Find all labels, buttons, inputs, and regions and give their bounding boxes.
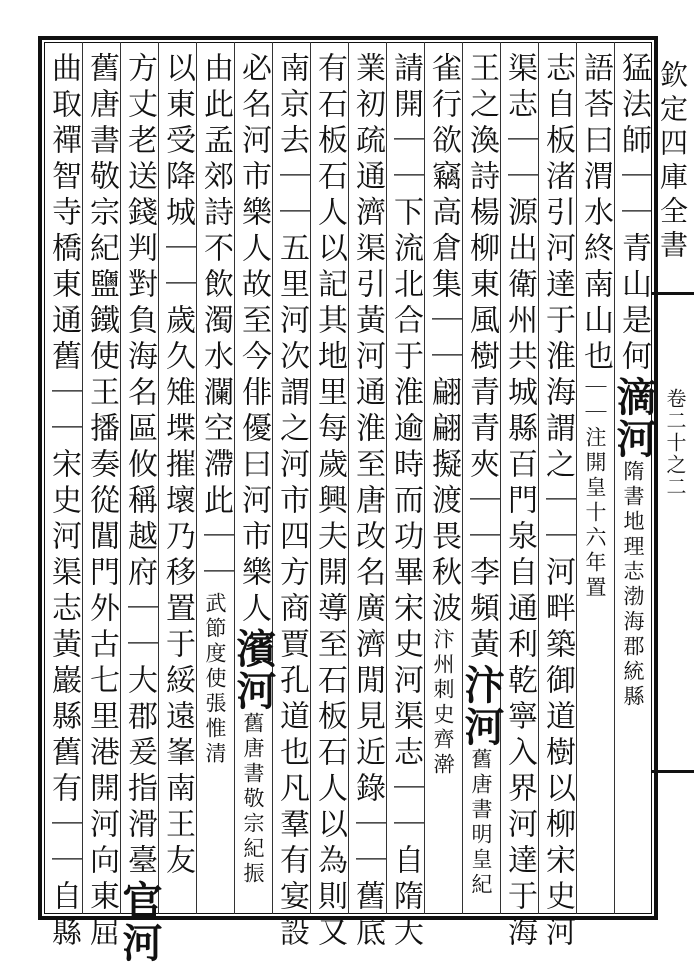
body-text: 以東受降城｜｜歲久雉堞摧壞乃移置于綏遠峯南王友 <box>160 52 195 880</box>
annotation-text: 武節度使張惟清 <box>203 592 227 767</box>
body-text: 請開｜｜下流北合于淮逾時而功畢宋史河渠志｜｜自隋大 <box>388 52 423 952</box>
body-text: 王之渙詩楊柳東風樹青青夾｜｜李頻黃 <box>464 52 499 664</box>
text-column <box>116 52 163 964</box>
body-text: 渠志｜｜源出衛州共城縣百門泉自通利乾寧入界河達于海 <box>502 52 537 952</box>
text-column <box>44 52 82 952</box>
annotation-text: 汴州刺史齊澣 <box>431 628 455 778</box>
text-column <box>386 52 424 952</box>
body-text: 南京去｜｜五里河次謂之河市四方商賈孔道也凡羣有宴設 <box>274 52 309 952</box>
annotation-text: ｜｜注開皇十六年置 <box>583 376 607 601</box>
body-text: 由此孟郊詩不飲濁水瀾空滯此｜｜ <box>198 52 233 592</box>
annotation-text: 隋書地理志渤海郡統縣 <box>621 460 645 710</box>
body-text: 猛法師｜｜青山是何 <box>616 52 651 376</box>
text-column <box>348 52 386 952</box>
annotation-text: 舊唐書明皇紀 <box>469 748 493 898</box>
text-column <box>158 52 196 912</box>
body-text: 有石板石人以記其地里每歲興夫開導至石板石人以為則又 <box>312 52 347 952</box>
running-header-title: 欽定四庫全書 <box>656 60 689 264</box>
body-text: 必名河市樂人故至今俳優曰河市樂人 <box>236 52 271 628</box>
body-text: 語荅曰渭水終南山也 <box>578 52 613 376</box>
fish-tail-mark-bottom <box>652 770 694 773</box>
text-column <box>82 52 120 952</box>
text-column <box>610 52 657 912</box>
text-column <box>458 52 505 912</box>
text-column <box>230 52 277 912</box>
text-column <box>272 52 310 952</box>
entry-heading: 濱河 <box>230 628 277 712</box>
fish-tail-mark-top <box>652 292 694 295</box>
text-column <box>500 52 538 952</box>
text-column <box>538 52 576 952</box>
body-text: 業初疏通濟渠引黃河通淮至唐改名廣濟閒見近錄｜｜舊底 <box>350 52 385 952</box>
text-column <box>424 52 462 912</box>
annotation-text: 舊唐書敬宗紀振 <box>241 712 265 887</box>
body-text: 雀行欲竊高倉集｜｜翩翩擬渡畏秋波 <box>426 52 461 628</box>
body-text: 志自板渚引河達于淮海謂之｜｜河畔築御道樹以柳宋史河 <box>540 52 575 952</box>
text-column <box>310 52 348 952</box>
entry-heading: 官河 <box>116 880 163 964</box>
entry-heading: 滴河 <box>610 376 657 460</box>
body-text: 曲取禪智寺橋東通舊｜｜宋史河渠志黃巖縣舊有｜｜自縣 <box>46 52 81 952</box>
body-text: 舊唐書敬宗紀鹽鐵使王播奏從閶門外古七里港開河向東屈 <box>84 52 119 952</box>
text-column <box>196 52 234 912</box>
entry-heading: 汴河 <box>458 664 505 748</box>
running-header-juan: 卷二十之二 <box>663 388 687 498</box>
text-column <box>576 52 614 912</box>
body-text: 方丈老送錢判對負海名區攸稱越府｜｜大郡爰指滑臺 <box>122 52 157 880</box>
